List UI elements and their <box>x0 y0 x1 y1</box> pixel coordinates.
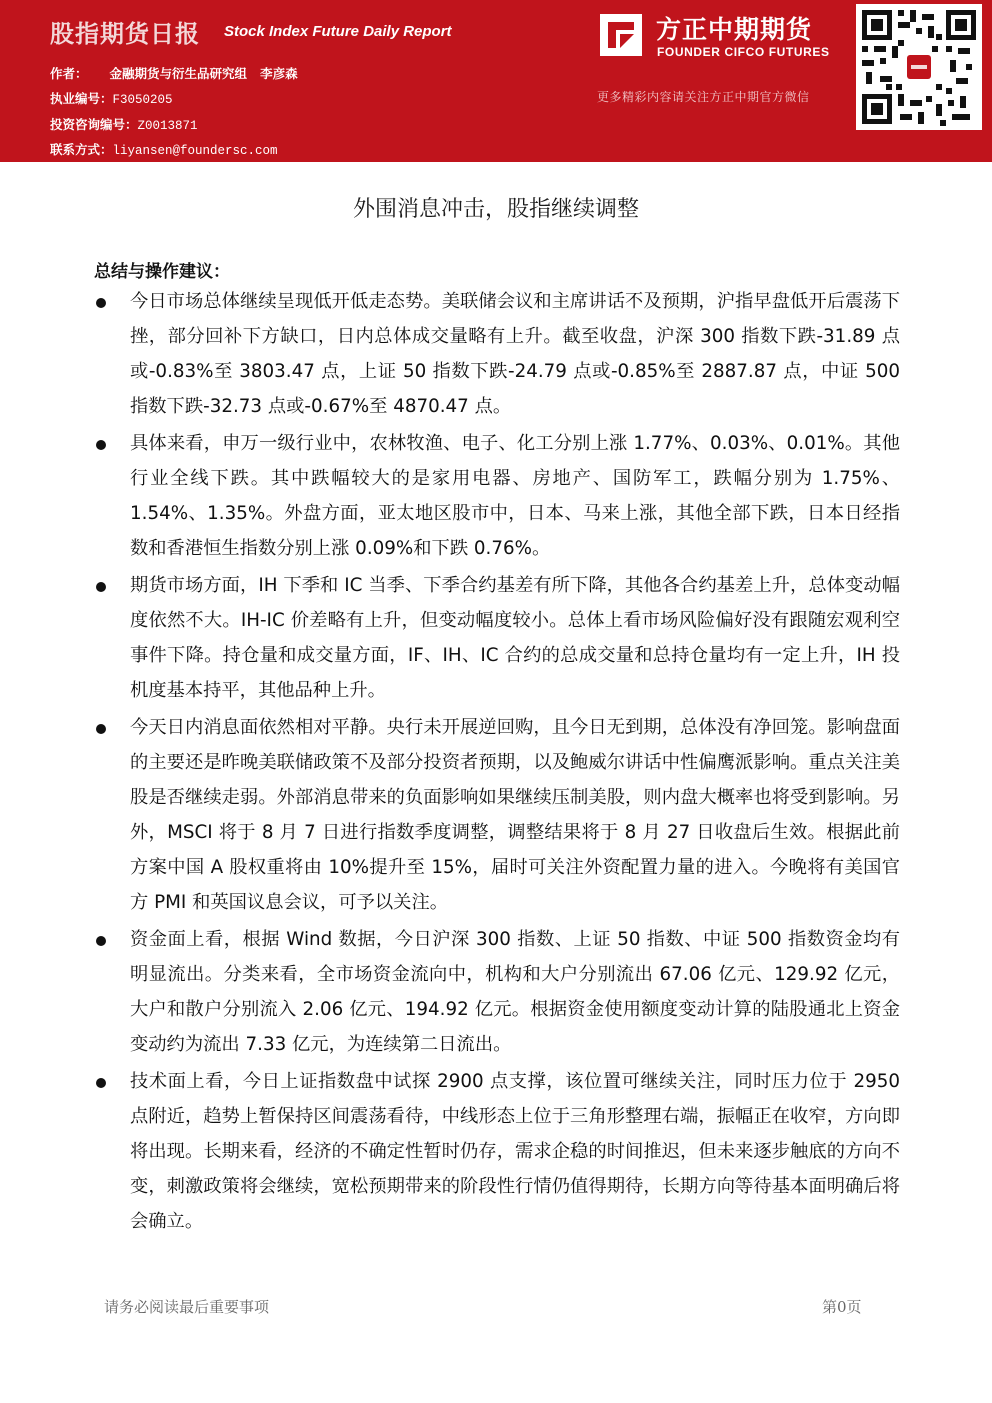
bullet-dot-icon <box>96 936 106 946</box>
contact-email[interactable]: liyansen@foundersc.com <box>112 144 278 158</box>
report-title-cn: 股指期货日报 <box>50 20 200 48</box>
list-item <box>94 922 900 1062</box>
document-title: 外围消息冲击，股指继续调整 <box>352 197 639 222</box>
contact-line <box>50 140 278 158</box>
founder-logo-icon <box>600 14 642 56</box>
author-name: 李彦森 <box>260 66 298 81</box>
list-item <box>94 568 900 708</box>
license-line <box>50 89 173 107</box>
list-item <box>94 1064 900 1239</box>
advisory-label: 投资咨询编号： <box>50 117 138 132</box>
bullet-dot-icon <box>96 582 106 592</box>
author-group: 金融期货与衍生品研究组 <box>109 66 248 81</box>
contact-label: 联系方式： <box>50 142 113 157</box>
footer-notice: 请务必阅读最后重要事项 <box>104 1298 270 1316</box>
list-item-text: 今日市场总体继续呈现低开低走态势。美联储会议和主席讲话不及预期，沪指早盘低开后震荡下挫，部分回补下方缺口，日内总体成交量略有上升。截至收盘，沪深 300 指数下跌-31.89 点或-0.83%至 3803.47 点，上证 50 指数下跌-24.79 点或-0.85%至 2887.87 点，中证 500 指数下跌-32.73 点或-0.67%至 4870.47 点。 <box>130 291 900 417</box>
list-item-text: 期货市场方面，IH 下季和 IC 当季、下季合约基差有所下降，其他各合约基差上升，总体变动幅度依然不大。IH-IC 价差略有上升，但变动幅度较小。总体上看市场风险偏好没有跟随宏观利空事件下降。持仓量和成交量方面，IF、IH、IC 合约的总成交量和总持仓量均有一定上升，IH 投机度基本持平，其他品种上升。 <box>130 575 900 701</box>
list-item-text: 今天日内消息面依然相对平静。央行未开展逆回购，且今日无到期，总体没有净回笼。影响盘面的主要还是昨晚美联储政策不及部分投资者预期，以及鲍威尔讲话中性偏鹰派影响。重点关注美股是否继续走弱。外部消息带来的负面影响如果继续压制美股，则内盘大概率也将受到影响。另外，MSCI 将于 8 月 7 日进行指数季度调整，调整结果将于 8 月 27 日收盘后生效。根据此前方案中国 A 股权重将由 10%提升至 15%，届时可关注外资配置力量的进入。今晚将有美国官方 PMI 和英国议息会议，可予以关注。 <box>130 717 900 913</box>
license-label: 执业编号： <box>50 91 113 106</box>
list-item <box>94 284 900 424</box>
bullet-dot-icon <box>96 440 106 450</box>
author-line <box>50 64 298 82</box>
license-value: F3050205 <box>112 93 173 107</box>
report-title-en: Stock Index Future Daily Report <box>224 23 452 40</box>
bullet-dot-icon <box>96 298 106 308</box>
summary-list <box>94 284 900 1241</box>
advisory-value: Z0013871 <box>137 119 198 133</box>
list-item <box>94 710 900 920</box>
page-number: 第0页 <box>822 1298 862 1316</box>
bullet-dot-icon <box>96 1078 106 1088</box>
list-item-text: 资金面上看，根据 Wind 数据，今日沪深 300 指数、上证 50 指数、中证 500 指数资金均有明显流出。分类来看，全市场资金流向中，机构和大户分别流出 67.06 亿元、129.92 亿元，大户和散户分别流入 2.06 亿元、194.92 亿元。根据资金使用额度变动计算的陆股通北上资金变动约为流出 7.33 亿元，为连续第二日流出。 <box>130 929 900 1055</box>
advisory-line <box>50 115 198 133</box>
section-heading: 总结与操作建议： <box>94 262 230 282</box>
list-item-text: 技术面上看，今日上证指数盘中试探 2900 点支撑，该位置可继续关注，同时压力位于 2950 点附近，趋势上暂保持区间震荡看待，中线形态上位于三角形整理右端，振幅正在收窄，方向即将出现。长期来看，经济的不确定性暂时仍存，需求企稳的时间推迟，但未来逐步触底的方向不变，刺激政策将会继续，宽松预期带来的阶段性行情仍值得期待，长期方向等待基本面明确后将会确立。 <box>130 1071 900 1232</box>
wechat-qr-code-icon[interactable] <box>856 4 982 130</box>
list-item <box>94 426 900 566</box>
author-label: 作者： <box>50 66 88 81</box>
report-header <box>0 0 992 162</box>
bullet-dot-icon <box>96 724 106 734</box>
follow-wechat-text: 更多精彩内容请关注方正中期官方微信 <box>597 90 810 104</box>
brand-name-en: FOUNDER CIFCO FUTURES <box>657 45 830 59</box>
brand-name-cn: 方正中期期货 <box>656 15 813 44</box>
list-item-text: 具体来看，申万一级行业中，农林牧渔、电子、化工分别上涨 1.77%、0.03%、0.01%。其他行业全线下跌。其中跌幅较大的是家用电器、房地产、国防军工，跌幅分别为 1.75%、1.54%、1.35%。外盘方面，亚太地区股市中，日本、马来上涨，其他全部下跌，日本日经指数和香港恒生指数分别上涨 0.09%和下跌 0.76%。 <box>130 433 900 559</box>
